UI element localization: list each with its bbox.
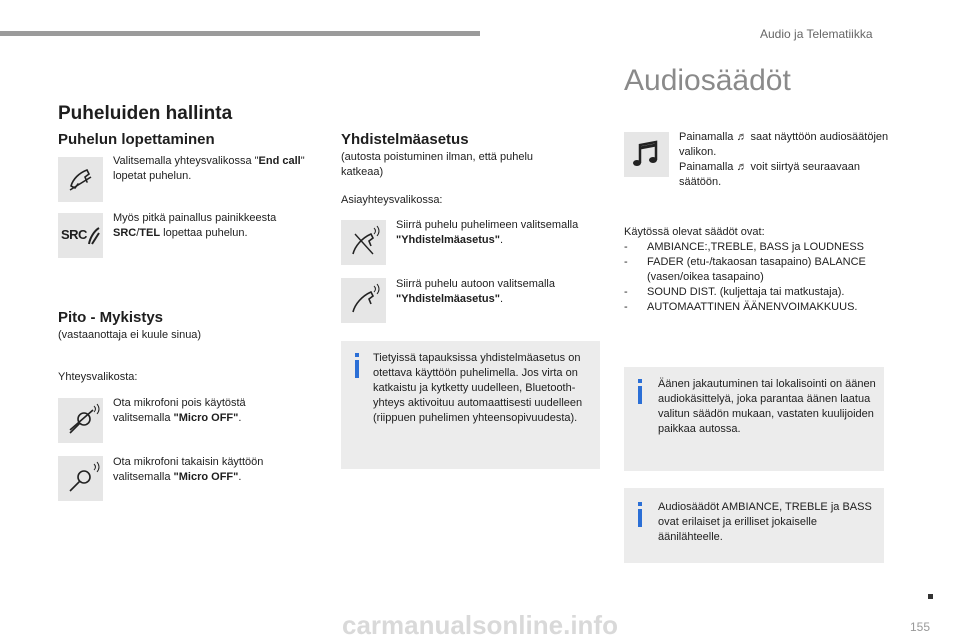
src-tel-text: Myös pitkä painallus painikkeesta SRC/TEL lopettaa puhelun. [113,212,277,239]
micro-off-icon [58,398,103,443]
music-note-icon [624,132,669,177]
audio-settings-title: Audiosäädöt [624,64,791,97]
transfer-to-phone-text: Siirrä puhelu puhelimeen valitsemalla "Yhdistelmäasetus". [396,219,579,246]
transfer-to-car-text: Siirrä puhelu autoon valitsemalla "Yhdistelmäasetus". [396,278,555,305]
list-item: - AUTOMAATTINEN ÄÄNENVOIMAKKUUS. [624,300,894,315]
info-icon-dot [638,379,642,383]
info-icon [638,386,642,404]
src-tel-label: SRC [61,227,87,242]
list-item: - AMBIANCE:,TREBLE, BASS ja LOUDNESS [624,240,894,255]
transfer-to-car-icon [341,278,386,323]
page-marker [928,594,933,599]
section-header: Audio ja Telematiikka [760,27,873,41]
info-icon-dot [638,502,642,506]
src-tel-icon [58,213,103,258]
micro-off-text: Ota mikrofoni pois käytöstä valitsemalla "Micro OFF". [113,397,246,424]
micro-on-text: Ota mikrofoni takaisin käyttöön valitsemalla "Micro OFF". [113,456,264,483]
info-icon [638,509,642,527]
info-icon-dot [355,353,359,357]
combination-subtitle: (autosta poistuminen ilman, että puhelu katkeaa) [341,151,534,178]
press-open-text: Painamalla ♬ saat näyttöön audiosäätöjen valikon. [679,131,889,158]
page-number: 155 [910,620,931,634]
transfer-to-phone-icon [341,220,386,265]
header-bar [0,31,480,36]
settings-list [624,240,894,315]
mute-heading: Pito - Mykistys [58,309,164,326]
audio-info-text-1: Äänen jakautuminen tai lokalisointi on äänen audiokäsittelyä, joka parantaa äänen laatua valitun säädön mukaan, vastaten kuulijoiden paikkaa autossa. [658,378,876,435]
end-call-icon [58,157,103,202]
music-note-glyph-icon: ♬ [736,161,748,173]
watermark: carmanualsonline.info [342,610,618,640]
end-call-heading: Puhelun lopettaminen [58,131,215,148]
audio-menu-text [679,130,889,190]
combination-intro: Asiayhteysvalikossa: [341,194,443,206]
mute-subtitle: (vastaanottaja ei kuule sinua) [58,329,202,341]
audio-info-box-2 [624,488,884,563]
page-title: Puheluiden hallinta [58,103,233,124]
combination-info-box [341,341,600,469]
info-icon [355,360,359,378]
list-item: - FADER (etu-/takaosan tasapaino) BALANCE (vasen/oikea tasapaino) [624,255,894,285]
mute-intro: Yhteysvalikosta: [58,371,138,383]
combination-heading: Yhdistelmäasetus [341,131,469,148]
music-note-glyph-icon: ♬ [736,131,748,143]
combination-info-text: Tietyissä tapauksissa yhdistelmäasetus on otettava käyttöön puhelimella. Jos virta on katkaistu ja kytketty uudelleen, Bluetooth-yhteys aktivoituu automaattisesti uudelleen (riippuen puhelimen yhteensopivuudesta). [373,352,583,424]
micro-on-icon [58,456,103,501]
audio-info-box-1 [624,367,884,471]
audio-info-text-2: Audiosäädöt AMBIANCE, TREBLE ja BASS ovat erilaiset ja erilliset jokaiselle äänilähteelle. [658,501,872,543]
list-item: - SOUND DIST. (kuljettaja tai matkustaja). [624,285,894,300]
press-next-text: Painamalla ♬ voit siirtyä seuraavaan säätöön. [679,161,860,188]
available-settings-intro: Käytössä olevat säädöt ovat: [624,226,765,238]
end-call-text: Valitsemalla yhteysvalikossa "End call" lopetat puhelun. [113,155,305,182]
